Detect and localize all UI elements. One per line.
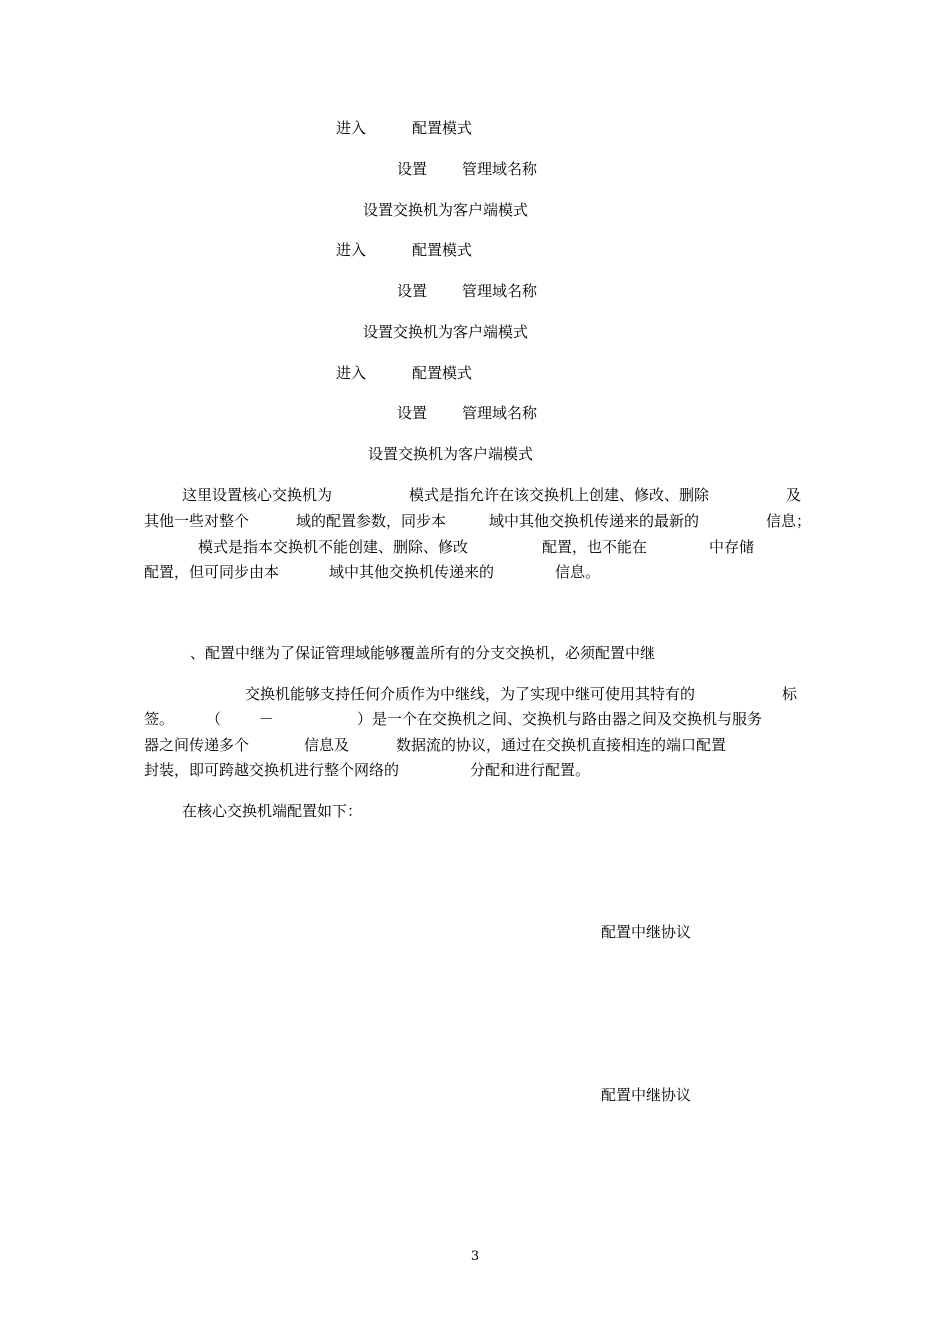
page-number: 3 [470,1249,480,1264]
config-line-client-mode: 设置交换机为客户端模式 [363,323,529,341]
para1-text: 及 [786,486,802,504]
para2-text: 签。 [144,710,175,728]
para1-text: 信息； [766,512,812,530]
config-line-mode: 配置模式 [412,119,473,137]
trunk-protocol-label: 配置中继协议 [601,1086,692,1104]
config-line-domain: 管理域名称 [462,282,538,300]
para1-text: 域的配置参数，同步本 [296,512,447,530]
para2-text: 数据流的协议，通过在交换机直接相连的端口配置 [396,736,727,754]
para2-text: 封装，即可跨越交换机进行整个网络的 [144,761,400,779]
para2-text: ）是一个在交换机之间、交换机与路由器之间及交换机与服务 [357,710,763,728]
config-line-domain: 管理域名称 [462,160,538,178]
config-line-set: 设置 [397,160,428,178]
core-config-intro: 在核心交换机端配置如下： [182,802,363,820]
para1-text: 这里设置核心交换机为 [182,486,333,504]
config-line-client-mode: 设置交换机为客户端模式 [368,445,534,463]
para2-text: 器之间传递多个 [144,736,250,754]
para2-text: 分配和进行配置。 [470,761,591,779]
para1-text: 域中其他交换机传递来的最新的 [489,512,700,530]
para2-text: （ [206,710,222,728]
config-line-mode: 配置模式 [412,364,473,382]
trunk-protocol-label: 配置中继协议 [601,923,692,941]
para1-text: 中存储 [709,538,755,556]
config-line-set: 设置 [397,282,428,300]
config-line-domain: 管理域名称 [462,404,538,422]
config-line-enter: 进入 [336,119,367,137]
para2-text: 交换机能够支持任何介质作为中继线，为了实现中继可使用其特有的 [245,685,696,703]
para2-text: 标 [782,685,798,703]
config-line-enter: 进入 [336,241,367,259]
config-line-enter: 进入 [336,364,367,382]
config-line-set: 设置 [397,404,428,422]
para1-text: 信息。 [555,563,601,581]
para1-text: 域中其他交换机传递来的 [329,563,495,581]
para1-text: 配置，也不能在 [542,538,648,556]
para2-text: 信息及 [304,736,350,754]
config-line-client-mode: 设置交换机为客户端模式 [363,201,529,219]
para1-text: 配置，但可同步由本 [144,563,280,581]
para1-text: 模式是指本交换机不能创建、删除、修改 [198,538,469,556]
para1-text: 其他一些对整个 [144,512,250,530]
config-line-mode: 配置模式 [412,241,473,259]
para2-text: － [259,710,275,728]
para1-text: 模式是指允许在该交换机上创建、修改、删除 [409,486,710,504]
section-heading: 、配置中继为了保证管理域能够覆盖所有的分支交换机，必须配置中继 [190,644,656,662]
